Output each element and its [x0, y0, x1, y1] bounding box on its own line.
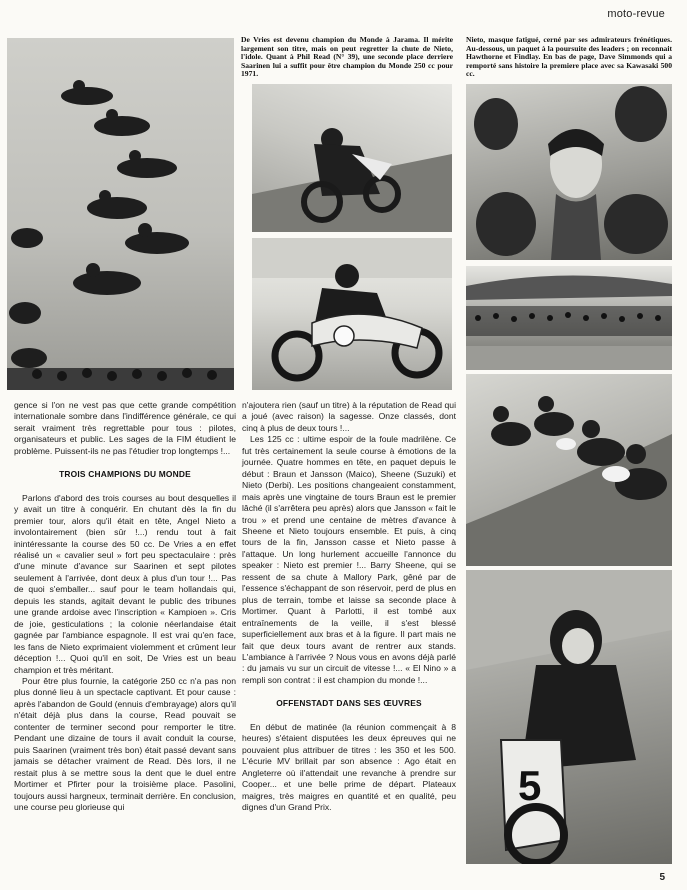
heading-trois-champions: TROIS CHAMPIONS DU MONDE [59, 469, 191, 480]
paragraph-125cc: Les 125 cc : ultime espoir de la foule madrilène. Ce fut très certainement la seule course à émotions de la journée. Quatre hommes en tête, en paquet depuis le début : Braun et Jansson (Maico), Sheene (Suzuki) et Nieto (Derbi). Les positions changeaient constamment, mais après une vingtaine de tours Braun est le premier lâché (il s'arrêtera peu après) alors que Jansson « fait le trou » et prend une centaine de mètres d'avance à Sheene et Nieto toujours ensemble. Et puis, à cinq tours de la fin, Jansson casse et Nieto passe à l'attaque. Un long hurlement accueille l'annonce du speaker : Nieto est premier !... Barry Sheene, qui se ressent de sa chute à Mallory Park, gêné par de l'essence s'échappant de son réservoir, perd de plus en plus de terrain, tombe et laisse sa seconde place à Mortimer. Quant à Parlotti, il est tombé aux entraînements de la veille, il s'est blessé superficiellement aux bras et à la figure. Il part mais ne fait que deux tours avant de rentrer aux stands. L'ambiance à l'arrivée ? Nous vous en avons déjà parlé : du jamais vu sur un circuit de vitesse !... « El Nino » a rempli son contrat : il est champion du monde !... [242, 434, 456, 685]
caption-nieto-simmonds: Nieto, masque fatigué, cerné par ses admirateurs frénétiques. Au-dessous, un paquet à la poursuite des leaders ; on reconnait Hawthorne et Findlay. En bas de page, Dave Simmonds qui a remporté sans histoire la premiere place avec sa Kawasaki 500 cc. [466, 35, 672, 79]
article-column-2 [242, 400, 456, 813]
article-column-1 [14, 400, 236, 813]
photo-crowd-grandstand [466, 266, 672, 370]
photo-nieto-admirers [466, 84, 672, 260]
photo-race-start-grid [7, 38, 234, 390]
heading-offenstadt: OFFENSTADT DANS SES ŒUVRES [276, 698, 422, 709]
magazine-brand: moto-revue [607, 8, 665, 20]
photo-de-vries-jarama [252, 84, 452, 232]
intro-paragraph: gence si l'on ne vest pas que cette grande compétition internationale sombre dans l'indifférence générale, ce qui serait vraiment très regrettable pour tous : pilotes, organisateurs et public. Les sages de la FIM étudient le problème. Puissent-ils ne pas l'étudier trop longtemps !... [14, 400, 236, 456]
photo-dave-simmonds-kawasaki [466, 570, 672, 864]
paragraph-250cc: Pour être plus fournie, la catégorie 250 cc n'a pas non plus donné lieu à un spectacle captivant. Et pour cause : après l'abandon de Gould (ennuis d'embrayage) alors qu'il n'était déjà plus dans la course, Read pouvait se contenter de terminer second pour remporter le titre. Pendant une dizaine de tours il avait conduit la course, puis Saarinen (vraiment très bon) était passé devant sans jamais se détacher vraiment de Read. Dès lors, il ne restait plus à se mettre sous la dent que le duel entre Mortimer et Pfirter pour la troisième place. Pasolini, toujours aussi hargneux, terminait derrière. En conclusion, une course peu glorieuse qui [14, 675, 236, 812]
paragraph-350-500: En début de matinée (la réunion commençait à 8 heures) s'étaient disputées les deux épreuves qui ne pouvaient plus attribuer de titres : les 350 et les 500. L'écurie MV brillait par son absence : Ago était en Angleterre où il'attendait une revanche à prendre sur Cooper... et une belle prime de départ. Plateaux maigres, très maigres en quantité et en qualité, peu dignes d'un Grand Prix. [242, 721, 456, 812]
photo-phil-read-39 [252, 238, 452, 390]
caption-de-vries: De Vries est devenu champion du Monde à Jarama. Il mérite largement son titre, mais on peut regretter la chute de Nieto, l'idole. Quant à Phil Read (N° 39), une seconde place derriere Saarinen lui a suffit pour être champion du Monde 250 cc pour 1971. [241, 35, 453, 79]
page-number: 5 [659, 872, 665, 883]
paragraph-50cc: Parlons d'abord des trois courses au bout desquelles il y avait un titre à conquérir. En chutant dès la fin du premier tour, alors qu'il était en tête, Angel Nieto a involontairement (bien sûr !...) rendu tout à fait inintéressante la course des 50 cc. De Vries a en effet réalisé un « cavalier seul » fort peu spectaculaire : près d'une minute d'avance sur Saarinen et sept pilotes seulement à l'arrivée, dont deux à plus d'un tour !... Pas de quoi s'emballer... sauf pour le team hollandais qui, depuis les stands, agitait devant le public des tribunes une grande ardoise avec l'inscription « Kampioen ». Cris de joie, gesticulations ; la colonie néerlandaise était gagnée par l'ambiance espagnole. Il est vrai qu'en face, les fans de Nieto exprimaient violemment et crûment leur déception !... Quoi qu'il en soit, De Vries est un beau champion et très méritant. [14, 492, 236, 675]
paragraph-250cc-cont: n'ajoutera rien (sauf un titre) à la réputation de Read qui a joué (avec raison) la sagesse. Onze classés, dont cinq à plus de deux tours !... [242, 400, 456, 433]
svg-text:5: 5 [518, 762, 542, 809]
photo-pack-chasing-leaders [466, 374, 672, 566]
